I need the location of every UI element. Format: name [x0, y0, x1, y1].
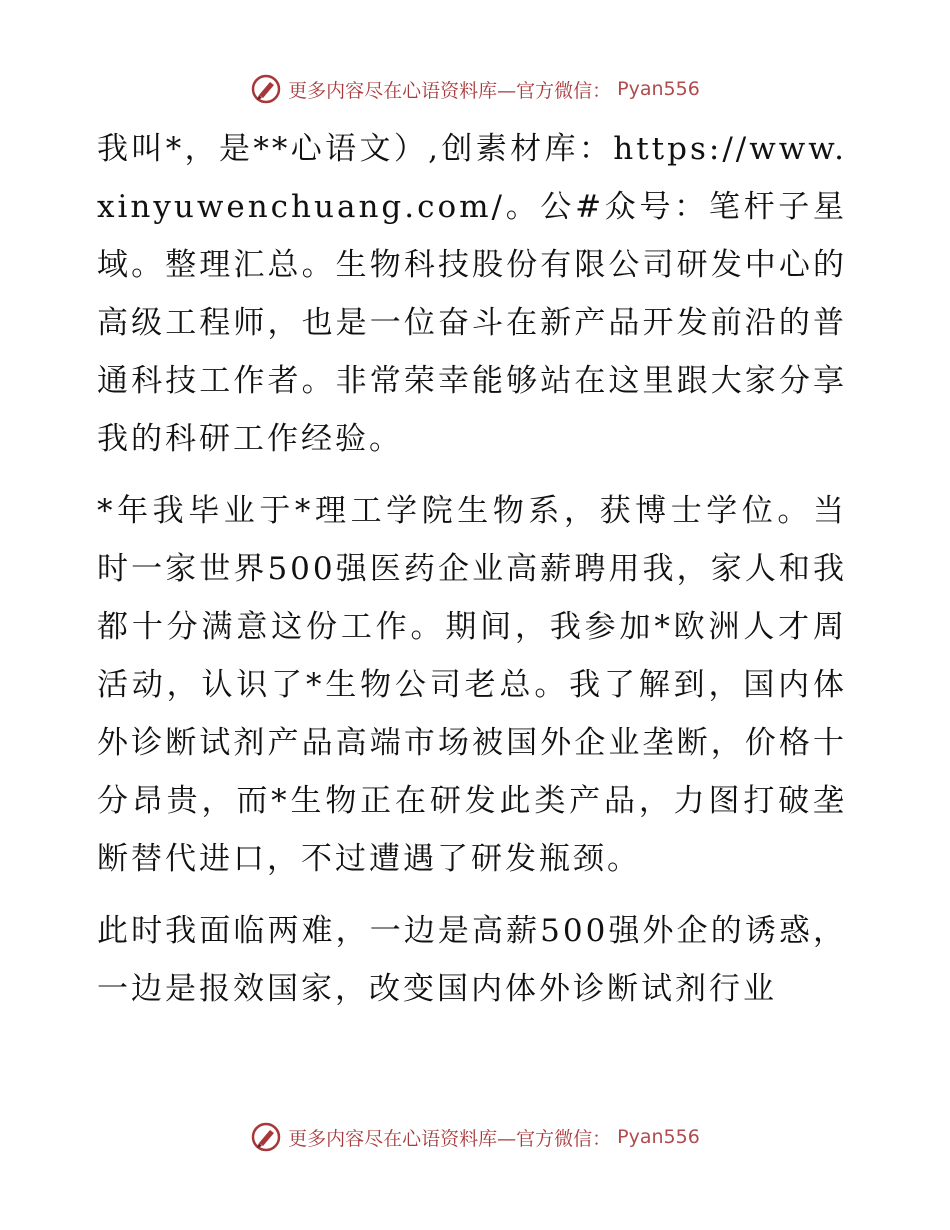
watermark-text: 更多内容尽在心语资料库—官方微信：: [288, 1127, 612, 1150]
watermark-handle: Pyan556: [617, 1126, 700, 1148]
paragraph: 此时我面临两难，一边是高薪500强外企的诱惑，一边是报效国家，改变国内体外诊断试剂行业: [97, 913, 847, 1007]
watermark-text: 更多内容尽在心语资料库—官方微信：: [288, 79, 612, 102]
footer-watermark: [0, 1121, 950, 1153]
document-body: [97, 120, 847, 1032]
paragraph: 我叫*，是**心语文）,创素材库：https://www.xinyuwenchuang.com/。公#众号：笔杆子星域。整理汇总。生物科技股份有限公司研发中心的高级工程师，也是一位奋斗在新产品开发前沿的普通科技工作者。非常荣幸能够站在这里跟大家分享我的科研工作经验。: [97, 131, 847, 457]
watermark-handle: Pyan556: [617, 78, 700, 100]
paragraph: *年我毕业于*理工学院生物系，获博士学位。当时一家世界500强医药企业高薪聘用我，家人和我都十分满意这份工作。期间，我参加*欧洲人才周活动，认识了*生物公司老总。我了解到，国内体外诊断试剂产品高端市场被国外企业垄断，价格十分昂贵，而*生物正在研发此类产品，力图打破垄断替代进口，不过遭遇了研发瓶颈。: [97, 493, 847, 877]
pen-logo-icon: [250, 1121, 282, 1153]
header-watermark: [0, 73, 950, 105]
pen-logo-icon: [250, 73, 282, 105]
